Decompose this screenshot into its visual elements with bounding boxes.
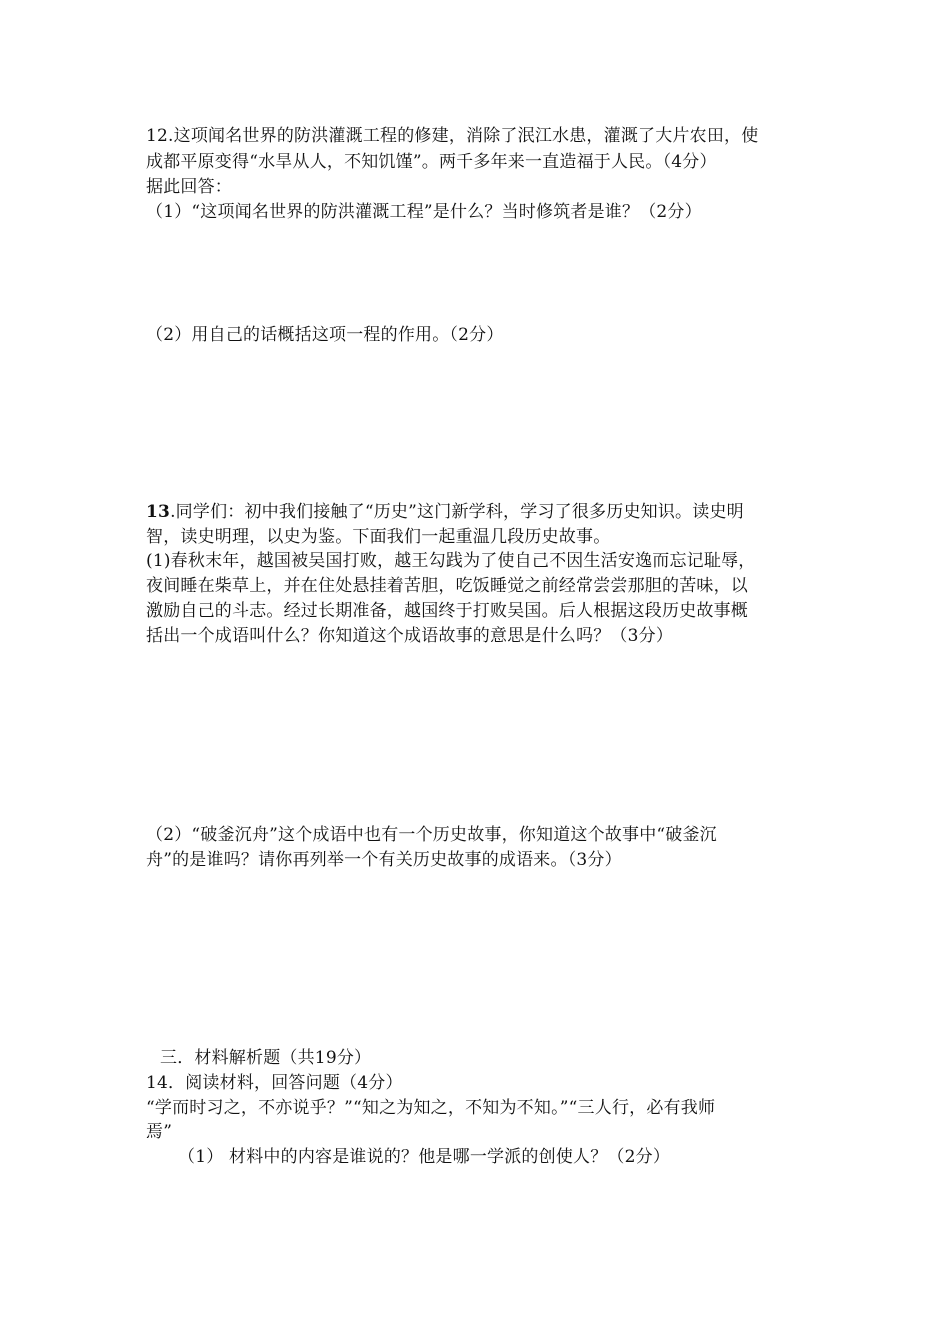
- q13-sub1-line-1: (1)春秋末年，越国被吴国打败，越王勾践为了使自己不因生活安逸而忘记耻辱，: [146, 551, 756, 571]
- q13-stem-line-1: [146, 500, 744, 524]
- q13-stem-line-2: 智，读史明理，以史为鉴。下面我们一起重温几段历史故事。: [146, 527, 611, 547]
- section-3-heading: 三．材料解析题（共19分）: [160, 1048, 372, 1068]
- q14-material-line-2: 焉”: [146, 1122, 173, 1142]
- q13-sub1-line-2: 夜间睡在柴草上，并在住处悬挂着苦胆，吃饭睡觉之前经常尝尝那胆的苦味，以: [146, 576, 748, 596]
- q12-subquestion-1: （1）“这项闻名世界的防洪灌溉工程”是什么？当时修筑者是谁？（2分）: [146, 202, 702, 222]
- q13-stem-line-1-text: .同学们：初中我们接触了“历史”这门新学科，学习了很多历史知识。读史明: [170, 502, 744, 522]
- q13-sub1-line-3: 激励自己的斗志。经过长期准备，越国终于打败吴国。后人根据这段历史故事概: [146, 601, 748, 621]
- q12-subquestion-2: （2）用自己的话概括这项一程的作用。（2分）: [146, 325, 504, 345]
- q13-sub1-line-4: 括出一个成语叫什么？你知道这个成语故事的意思是什么吗？（3分）: [146, 626, 674, 646]
- q13-sub2-line-1: （2）“破釜沉舟”这个成语中也有一个历史故事，你知道这个故事中“破釜沉: [146, 825, 717, 845]
- q12-stem-line-3: 据此回答：: [146, 177, 232, 197]
- q14-material-line-1: “学而时习之，不亦说乎？”“知之为知之，不知为不知。”“三人行，必有我师: [146, 1098, 716, 1118]
- q13-number: 13: [146, 502, 171, 522]
- q13-sub2-line-2: 舟”的是谁吗？请你再列举一个有关历史故事的成语来。（3分）: [146, 850, 622, 870]
- q12-stem-line-2: 成都平原变得“水旱从人，不知饥馑”。两千多年来一直造福于人民。（4分）: [146, 152, 717, 172]
- q14-subquestion-1: （1） 材料中的内容是谁说的？他是哪一学派的创使人？（2分）: [178, 1147, 671, 1167]
- q14-stem: 14．阅读材料，回答问题（4分）: [146, 1073, 403, 1093]
- q12-stem-line-1: 12.这项闻名世界的防洪灌溉工程的修建，消除了泯江水患，灌溉了大片农田，使: [146, 126, 759, 146]
